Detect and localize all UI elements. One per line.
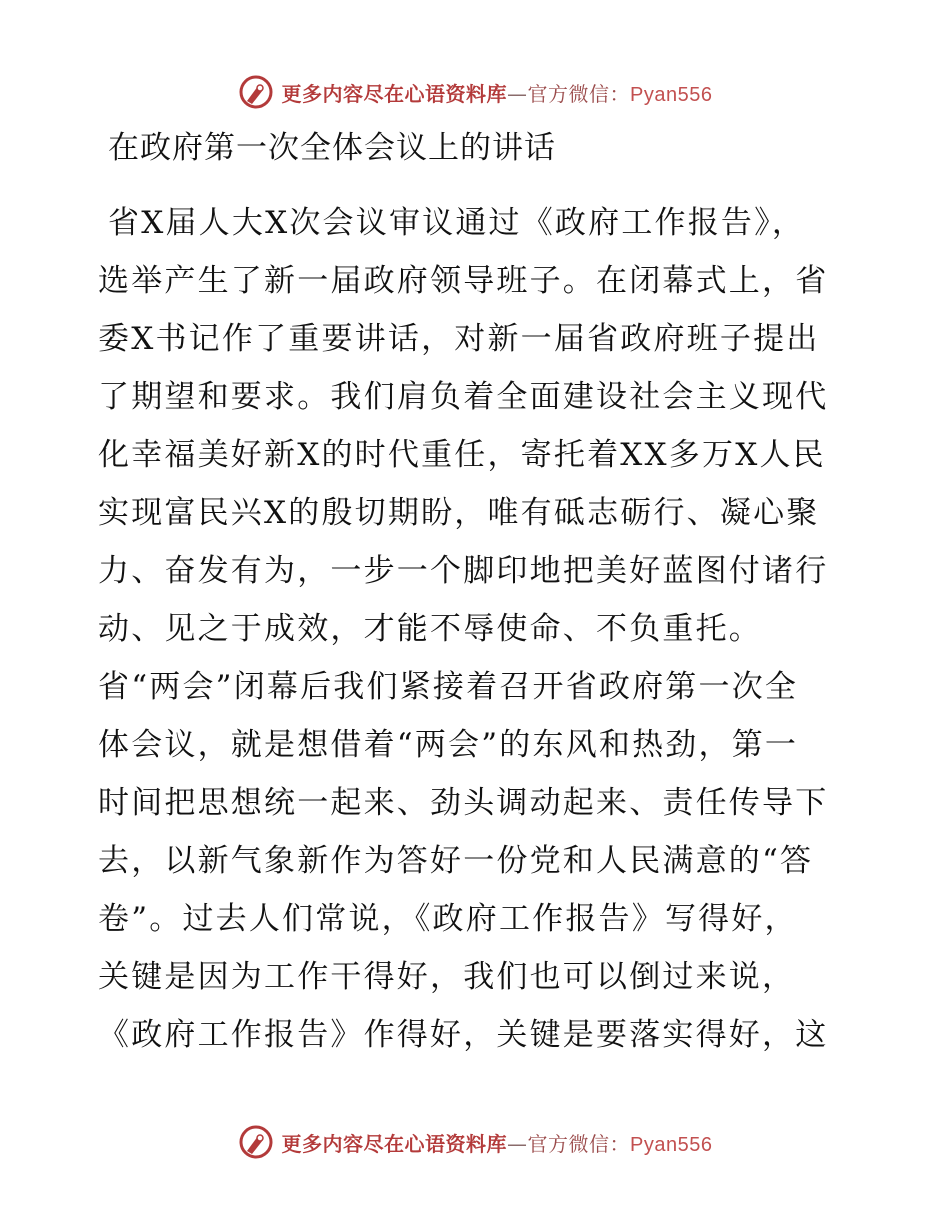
body-line: 体会议，就是想借着“两会”的东风和热劲，第一: [98, 727, 799, 763]
watermark-text: [282, 1128, 713, 1157]
body-line: 去，以新气象新作为答好一份党和人民满意的“答: [98, 843, 814, 879]
document-title: 在政府第一次全体会议上的讲话: [108, 130, 556, 166]
watermark-brand: 更多内容尽在心语资料库: [281, 1131, 508, 1156]
watermark-banner-top: [0, 72, 950, 112]
body-line: 《政府工作报告》作得好，关键是要落实得好，这: [98, 1017, 829, 1053]
body-line: 选举产生了新一届政府领导班子。在闭幕式上，省: [98, 263, 829, 299]
body-line: 卷”。过去人们常说，《政府工作报告》写得好，: [98, 901, 798, 937]
body-line: 动、见之于成效，才能不辱使命、不负重托。: [98, 611, 762, 647]
body-line: 了期望和要求。我们肩负着全面建设社会主义现代: [98, 379, 829, 415]
watermark-wechat-id: Pyan556: [630, 1133, 713, 1156]
pen-logo-icon: [238, 1124, 274, 1160]
watermark-dash: —: [507, 81, 528, 106]
body-line: 时间把思想统一起来、劲头调动起来、责任传导下: [98, 785, 829, 821]
body-line: 关键是因为工作干得好，我们也可以倒过来说，: [98, 959, 796, 995]
body-line: 省“两会”闭幕后我们紧接着召开省政府第一次全: [98, 669, 799, 705]
watermark-brand: 更多内容尽在心语资料库: [281, 81, 508, 106]
watermark-dash: —: [507, 1131, 528, 1156]
watermark-wechat-id: Pyan556: [630, 83, 713, 106]
body-line: 化幸福美好新X的时代重任，寄托着XX多万X人民: [98, 437, 826, 473]
pen-logo-icon: [238, 74, 274, 110]
body-line: 省X届人大X次会议审议通过《政府工作报告》，: [108, 205, 806, 241]
body-line: 委X书记作了重要讲话，对新一届省政府班子提出: [98, 321, 820, 357]
body-line: 力、奋发有为，一步一个脚印地把美好蓝图付诸行: [98, 553, 829, 589]
watermark-text: [282, 78, 713, 107]
watermark-banner-bottom: [0, 1122, 950, 1162]
body-line: 实现富民兴X的殷切期盼，唯有砥志砺行、凝心聚: [98, 495, 820, 531]
watermark-wechat-label: 官方微信：: [527, 81, 631, 106]
document-body: [98, 194, 858, 1064]
watermark-wechat-label: 官方微信：: [527, 1131, 631, 1156]
